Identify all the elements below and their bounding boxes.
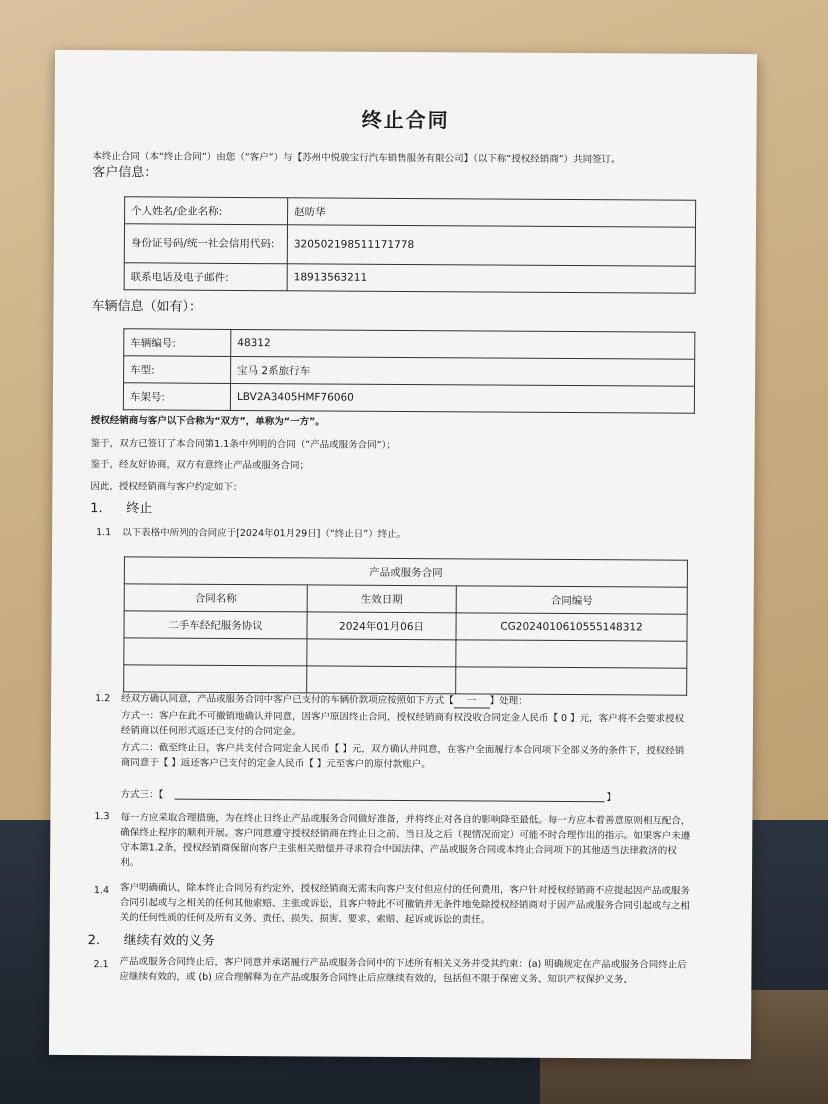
cell-empty [124, 638, 307, 666]
customer-name-value: 赵昉华 [288, 198, 696, 227]
header-contract-no: 合同编号 [456, 586, 687, 614]
customer-name-label: 个人姓名/企业名称: [125, 197, 288, 225]
customer-contact-label: 联系电话及电子邮件: [124, 263, 287, 291]
clause-1-3-text: 每一方应采取合理措施，为在终止日终止产品或服务合同做好准备，并将终止对各自的影响降至最低。每一方应本着善意原则相互配合，确保终止程序的顺利开展。客户同意遵守授权经销商在终止日之前、当日及之后（视情况而定）可能不时合理作出的指示。如果客户未遵守本第1.2条，授权经销商保留向客户主张相关赔偿并寻求符合中国法律、产品或服务合同或本终止合同项下的其他适当法律救济的权利。 [120, 812, 691, 869]
contract-table [123, 556, 688, 695]
customer-contact-value: 18913563211 [287, 264, 695, 293]
clause-2-1-number: 2.1 [93, 959, 109, 971]
document-title: 终止合同 [361, 107, 450, 133]
vehicle-vin-value: LBV2A3405HMF76060 [230, 383, 694, 413]
cell-contract-name: 二手车经纪服务协议 [124, 611, 307, 639]
clause-1-2-choice: 一 [454, 694, 490, 708]
vehicle-model-label: 车型: [124, 356, 231, 384]
clause-1-2-way3-end: 】 [606, 792, 617, 804]
cell-empty [456, 640, 687, 668]
clause-2-1-text: 产品或服务合同终止后，客户同意并承诺履行产品或服务合同中的下述所有相关义务并受其约束：(a) 明确规定在产品或服务合同终止后应继续有效的，或 (b) 应合理解释为在产品或服务合同终止后应继续有效的，包括但不限于保密义务、知识产权保护义务、 [119, 956, 687, 986]
table-row [124, 263, 695, 293]
customer-id-label: 身份证号码/统一社会信用代码: [124, 224, 287, 264]
table-row [124, 611, 687, 641]
table-row [124, 224, 695, 266]
table-row [124, 665, 687, 695]
customer-heading: 客户信息： [92, 165, 158, 181]
cell-effective-date: 2024年01月06日 [307, 612, 456, 640]
table-row [124, 356, 695, 386]
vehicle-vin-label: 车架号: [123, 383, 230, 411]
clause-1-2-way1: 方式一：客户在此不可撤销地确认并同意，因客户原因终止合同，授权经销商有权没收合同定金人民币【 0 】元，客户将不会要求授权经销商以任何形式返还已支付的合同定金。 [120, 710, 685, 738]
whereas-1: 鉴于，双方已签订了本合同第1.1条中列明的合同（“产品或服务合同”）； [90, 438, 396, 451]
section-1-title: 终止 [126, 501, 153, 517]
header-effective-date: 生效日期 [307, 585, 456, 613]
section-1-number: 1. [90, 501, 103, 517]
clause-1-3-number: 1.3 [94, 811, 110, 823]
clause-1-2-way2: 方式二：截至终止日，客户共支付合同定金人民币【 】元，双方确认并同意，在客户全面履行本合同项下全部义务的条件下，授权经销商同意于【 】返还客户已支付的定金人民币【 】元至客户的原付款账户。 [120, 742, 685, 771]
clause-1-2-way3-label: 方式三：【 [120, 789, 164, 801]
clause-1-4-number: 1.4 [93, 885, 110, 897]
clause-1-2-number: 1.2 [95, 693, 111, 705]
table-row [123, 383, 694, 413]
table-row [124, 638, 687, 668]
cell-empty [456, 667, 687, 695]
vehicle-no-label: 车辆编号: [124, 329, 231, 357]
section-2-title: 继续有效的义务 [123, 933, 215, 949]
table-row [124, 329, 695, 359]
way3-blank-line [174, 799, 604, 803]
vehicle-heading: 车辆信息（如有）： [91, 299, 203, 315]
table-row [124, 584, 687, 614]
clause-1-1-text: 以下表格中所列的合同应于[2024年01月29日]（“终止日”）终止。 [122, 527, 407, 541]
customer-id-value: 320502198511171778 [287, 225, 695, 266]
vehicle-model-value: 宝马 2系旅行车 [231, 356, 695, 386]
section-2-number: 2. [87, 933, 101, 949]
vehicle-no-value: 48312 [231, 329, 695, 359]
cell-empty [307, 666, 456, 694]
intro-paragraph: 本终止合同（本“终止合同”）由您（“客户”）与【苏州中悦骏宝行汽车销售服务有限公司】（以下称“授权经销商”）共同签订。 [92, 151, 621, 166]
parties-definition: 授权经销商与客户以下合称为“双方”，单称为“一方”。 [90, 415, 325, 428]
cell-empty [124, 665, 307, 693]
contract-page [49, 50, 757, 1059]
header-contract-name: 合同名称 [124, 584, 307, 612]
clause-1-2-lead [121, 692, 528, 708]
therefore-clause: 因此，授权经销商与客户约定如下： [90, 481, 243, 494]
table-row [125, 197, 696, 227]
vehicle-table [123, 328, 695, 413]
customer-table [124, 196, 697, 293]
clause-1-2-lead-end: 】处理： [489, 695, 528, 707]
clause-1-2-lead-text: 经双方确认同意，产品或服务合同中客户已支付的车辆价款项应按照如下方式【 [121, 693, 454, 707]
whereas-2: 鉴于，经友好协商，双方有意终止产品或服务合同； [90, 459, 310, 472]
contract-table-caption: 产品或服务合同 [124, 557, 687, 587]
table-row [124, 557, 687, 587]
cell-empty [307, 639, 456, 667]
clause-1-4-text: 客户明确确认，除本终止合同另有约定外，授权经销商无需未向客户支付但应付的任何费用，客户针对授权经销商不应提起因产品或服务合同引起或与之相关的任何其他索赔、主张或诉讼，且客户特此不可撤销并无条件地免除授权经销商对于因产品或服务合同引起或与之相关的任何性质的任何及所有义务、责任、损失、损害、要求、索赔、起诉或诉讼的责任。 [119, 882, 690, 926]
cell-contract-no: CG20240106105551483​12 [456, 613, 687, 641]
clause-1-1-number: 1.1 [96, 527, 112, 539]
